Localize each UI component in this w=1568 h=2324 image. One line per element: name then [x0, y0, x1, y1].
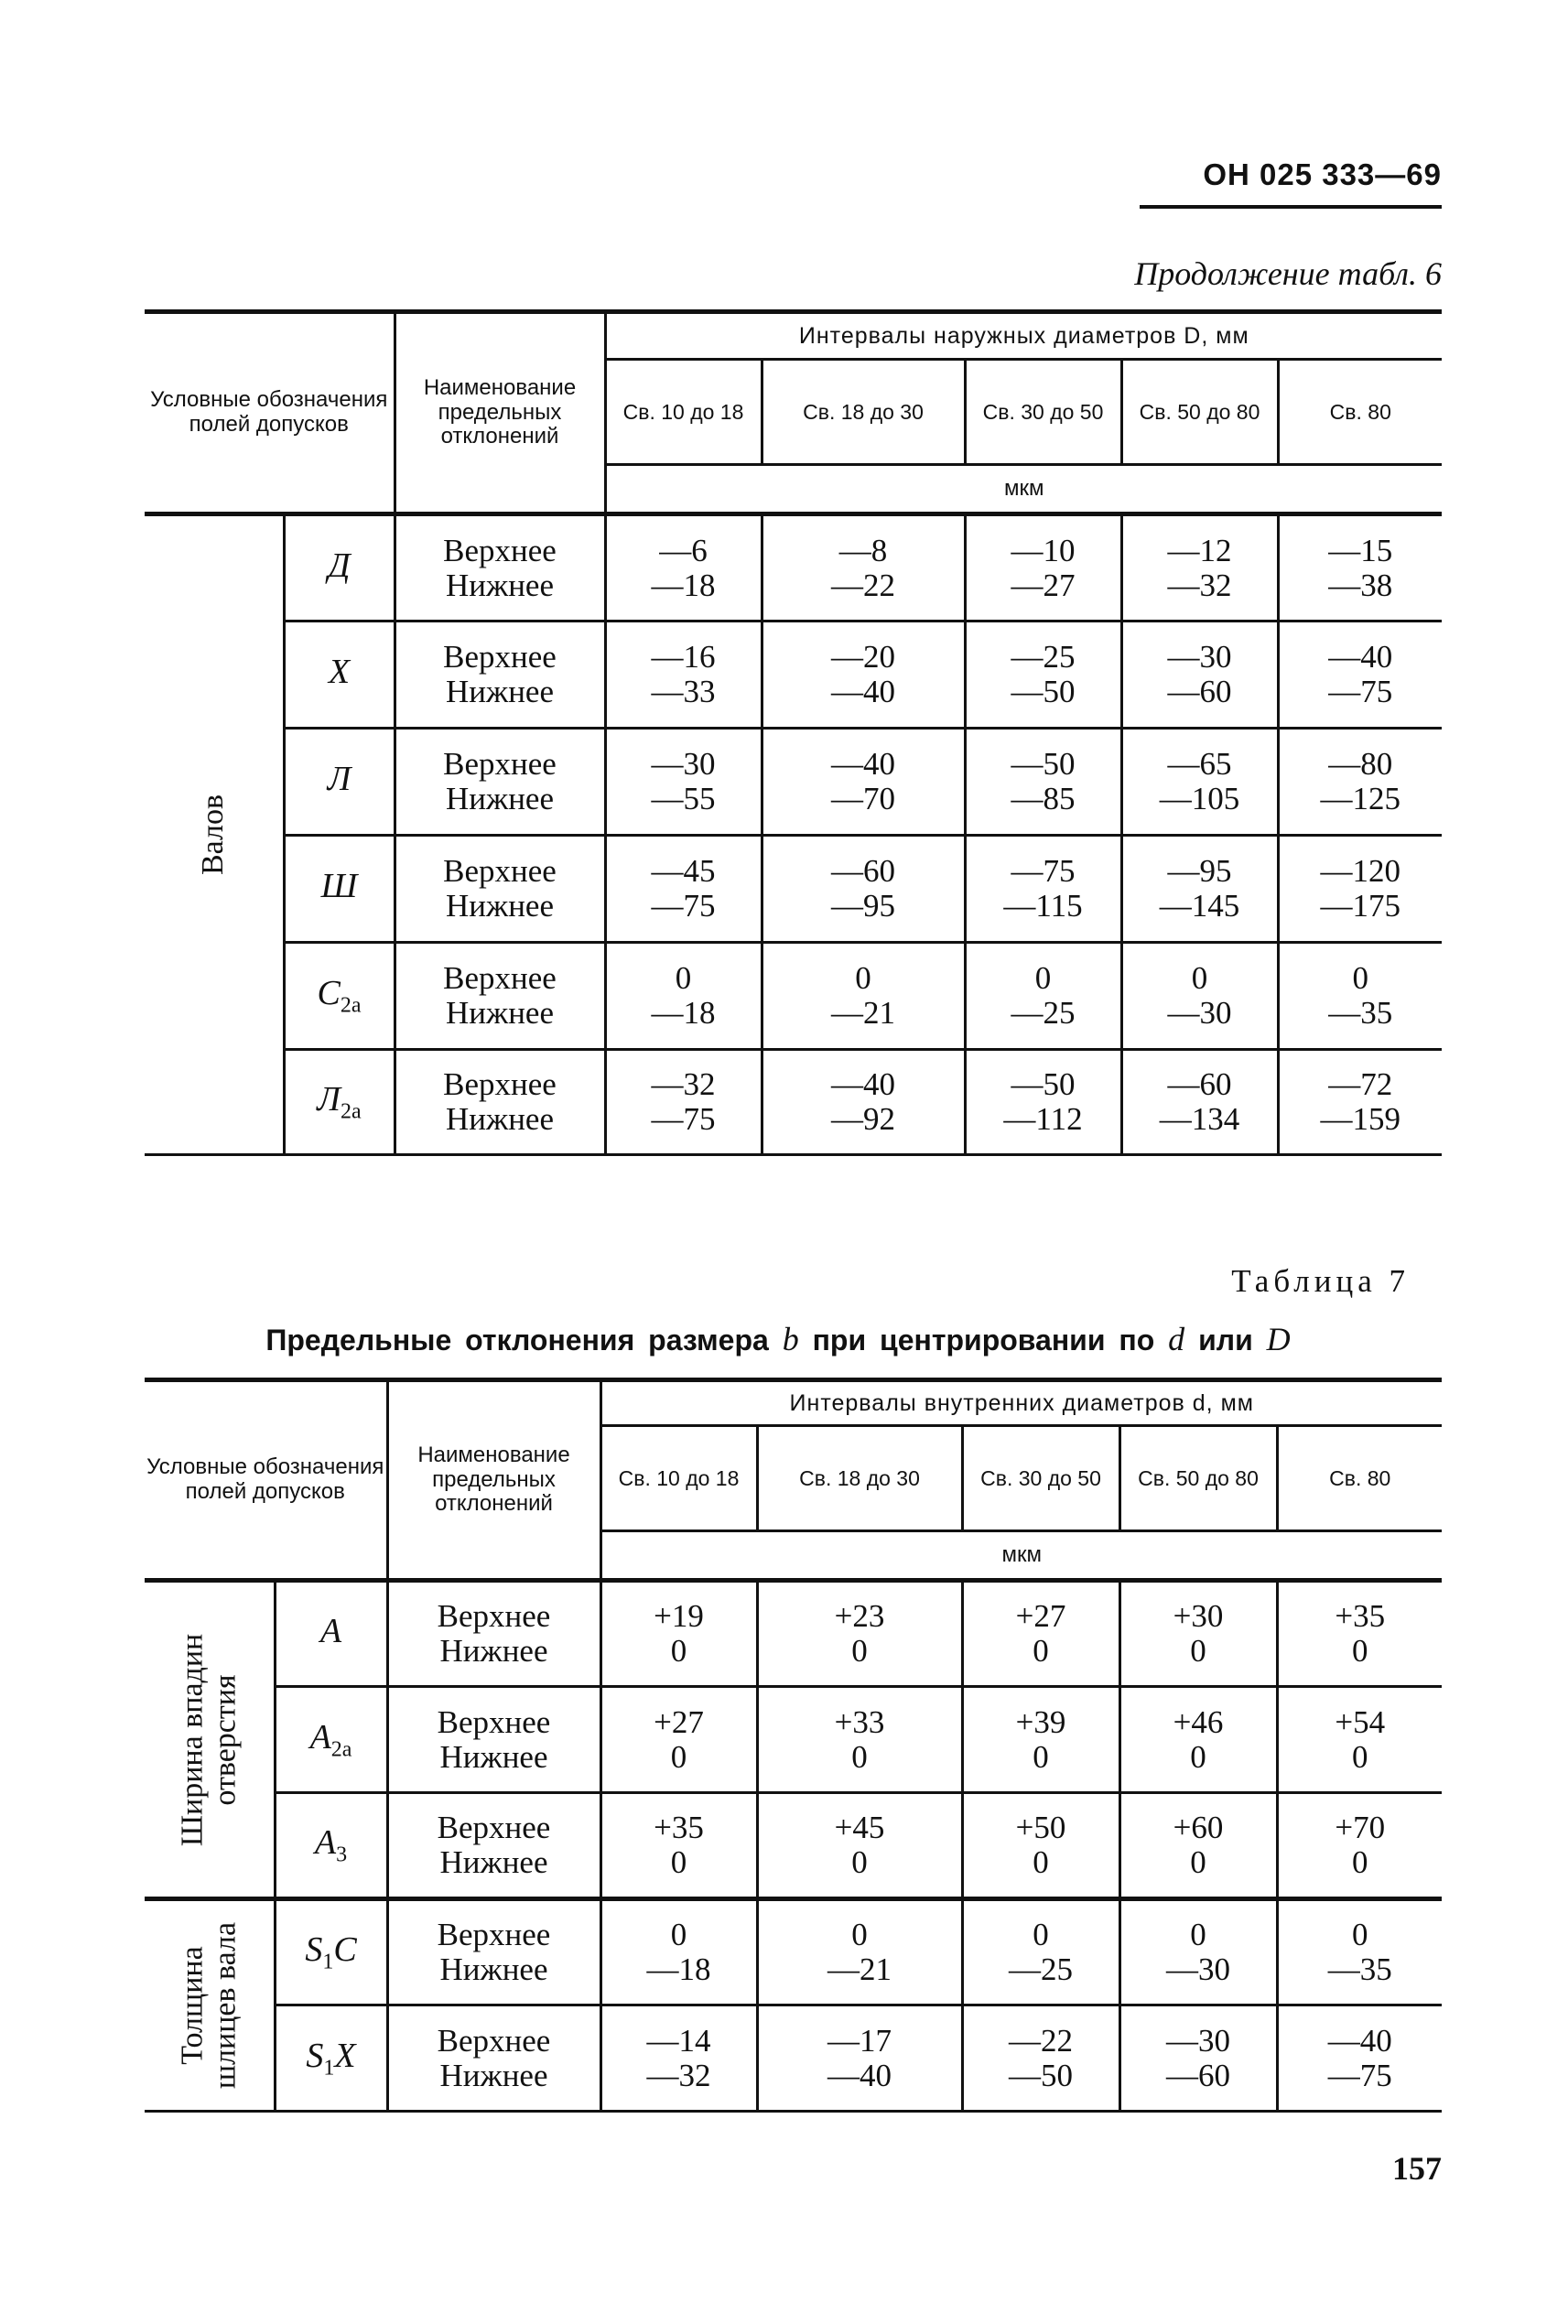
deviation-name-cell: Верхнее Нижнее	[387, 1687, 600, 1793]
value-cell: 0 —18	[600, 1899, 757, 2005]
value-cell: —60 —95	[762, 836, 965, 943]
value-cell: —22 —50	[962, 2005, 1119, 2112]
row-group-shafts	[145, 514, 284, 1155]
value-cell: —40 —75	[1277, 2005, 1442, 2112]
deviation-name-cell: Верхнее Нижнее	[387, 1581, 600, 1687]
header-col-5: Св. 80	[1277, 1426, 1442, 1531]
value-cell: —30 —60	[1119, 2005, 1277, 2112]
value-cell: 0 —25	[965, 943, 1121, 1050]
deviation-name-cell: Верхнее Нижнее	[387, 1793, 600, 1899]
deviation-name-cell: Верхнее Нижнее	[395, 514, 605, 622]
value-cell: +39 0	[962, 1687, 1119, 1793]
header-deviation-name: Наименование предельных отклонений	[387, 1380, 600, 1581]
value-cell: +50 0	[962, 1793, 1119, 1899]
table-continuation-label: Продолжение табл. 6	[1134, 255, 1442, 292]
header-col-3: Св. 30 до 50	[962, 1426, 1119, 1531]
value-cell: +35 0	[600, 1793, 757, 1899]
tolerance-symbol: $C_{2a}$	[284, 943, 395, 1050]
value-cell: —50 —85	[965, 729, 1121, 836]
header-col-2: Св. 18 до 30	[762, 360, 965, 465]
table-7-label: Таблица 7	[1231, 1263, 1410, 1299]
tolerance-symbol: $S_1X$	[275, 2005, 387, 2112]
row-group-slot-width	[145, 1581, 275, 1899]
value-cell: —72 —159	[1278, 1050, 1442, 1155]
value-cell: —8 —22	[762, 514, 965, 622]
table-7	[145, 1378, 1442, 2113]
header-col-5: Св. 80	[1278, 360, 1442, 465]
deviation-name-cell: Верхнее Нижнее	[387, 1899, 600, 2005]
document-code: ОН 025 333—69	[1203, 157, 1442, 191]
value-cell: —16 —33	[605, 622, 762, 729]
value-cell: 0 —21	[762, 943, 965, 1050]
value-cell: —50 —112	[965, 1050, 1121, 1155]
value-cell: +23 0	[757, 1581, 962, 1687]
header-col-3: Св. 30 до 50	[965, 360, 1121, 465]
value-cell: 0 —21	[757, 1899, 962, 2005]
value-cell: —14 —32	[600, 2005, 757, 2112]
header-col-2: Св. 18 до 30	[757, 1426, 962, 1531]
tolerance-symbol: $A_3$	[275, 1793, 387, 1899]
tolerance-symbol: Л	[284, 729, 395, 836]
header-col-1: Св. 10 до 18	[600, 1426, 757, 1531]
table-7-title: Предельные отклонения размера b при центрировании по d или D	[265, 1321, 1291, 1357]
value-cell: —45 —75	[605, 836, 762, 943]
value-cell: 0 —35	[1277, 1899, 1442, 2005]
value-cell: —25 —50	[965, 622, 1121, 729]
header-unit: мкм	[600, 1531, 1442, 1581]
value-cell: +45 0	[757, 1793, 962, 1899]
value-cell: —60 —134	[1121, 1050, 1278, 1155]
tolerance-symbol: Ш	[284, 836, 395, 943]
value-cell: —10 —27	[965, 514, 1121, 622]
value-cell: —40 —70	[762, 729, 965, 836]
value-cell: 0 —30	[1119, 1899, 1277, 2005]
deviation-name-cell: Верхнее Нижнее	[395, 622, 605, 729]
tolerance-symbol: X	[284, 622, 395, 729]
tolerance-symbol: A	[275, 1581, 387, 1687]
value-cell: +70 0	[1277, 1793, 1442, 1899]
value-cell: —6 —18	[605, 514, 762, 622]
value-cell: +60 0	[1119, 1793, 1277, 1899]
header-col-1: Св. 10 до 18	[605, 360, 762, 465]
value-cell: +30 0	[1119, 1581, 1277, 1687]
value-cell: 0 —18	[605, 943, 762, 1050]
header-intervals: Интервалы наружных диаметров D, мм	[605, 312, 1442, 360]
value-cell: —40 —92	[762, 1050, 965, 1155]
value-cell: +27 0	[962, 1581, 1119, 1687]
deviation-name-cell: Верхнее Нижнее	[387, 2005, 600, 2112]
header-col-4: Св. 50 до 80	[1119, 1426, 1277, 1531]
value-cell: —95 —145	[1121, 836, 1278, 943]
value-cell: —12 —32	[1121, 514, 1278, 622]
value-cell: —65 —105	[1121, 729, 1278, 836]
group-label-spline-thickness: Толщина шлицев вала	[175, 1921, 243, 2090]
header-tolerance-fields: Условные обозначения полей допусков	[145, 312, 395, 514]
value-cell: 0 —35	[1278, 943, 1442, 1050]
value-cell: —17 —40	[757, 2005, 962, 2112]
deviation-name-cell: Верхнее Нижнее	[395, 836, 605, 943]
header-unit: мкм	[605, 465, 1442, 514]
tolerance-symbol: $Л_{2a}$	[284, 1050, 395, 1155]
deviation-name-cell: Верхнее Нижнее	[395, 729, 605, 836]
header-rule	[1140, 205, 1442, 209]
row-group-spline-thickness	[145, 1899, 275, 2112]
page-number: 157	[1392, 2150, 1442, 2187]
value-cell: +27 0	[600, 1687, 757, 1793]
value-cell: +19 0	[600, 1581, 757, 1687]
value-cell: —120 —175	[1278, 836, 1442, 943]
group-label-slot-width: Ширина впадин отверстия	[175, 1633, 243, 1846]
value-cell: —80 —125	[1278, 729, 1442, 836]
value-cell: +46 0	[1119, 1687, 1277, 1793]
value-cell: —32 —75	[605, 1050, 762, 1155]
value-cell: 0 —30	[1121, 943, 1278, 1050]
value-cell: —40 —75	[1278, 622, 1442, 729]
header-deviation-name: Наименование предельных отклонений	[395, 312, 605, 514]
tolerance-symbol: $A_{2a}$	[275, 1687, 387, 1793]
header-col-4: Св. 50 до 80	[1121, 360, 1278, 465]
header-intervals: Интервалы внутренних диаметров d, мм	[600, 1380, 1442, 1426]
tolerance-symbol: Д	[284, 514, 395, 622]
deviation-name-cell: Верхнее Нижнее	[395, 1050, 605, 1155]
header-tolerance-fields: Условные обозначения полей допусков	[145, 1380, 387, 1581]
value-cell: —30 —55	[605, 729, 762, 836]
value-cell: —20 —40	[762, 622, 965, 729]
table-6	[145, 309, 1442, 1156]
value-cell: +33 0	[757, 1687, 962, 1793]
deviation-name-cell: Верхнее Нижнее	[395, 943, 605, 1050]
value-cell: —15 —38	[1278, 514, 1442, 622]
tolerance-symbol: $S_1C$	[275, 1899, 387, 2005]
value-cell: —30 —60	[1121, 622, 1278, 729]
value-cell: +35 0	[1277, 1581, 1442, 1687]
value-cell: —75 —115	[965, 836, 1121, 943]
value-cell: 0 —25	[962, 1899, 1119, 2005]
group-label-shafts: Валов	[196, 794, 231, 876]
value-cell: +54 0	[1277, 1687, 1442, 1793]
